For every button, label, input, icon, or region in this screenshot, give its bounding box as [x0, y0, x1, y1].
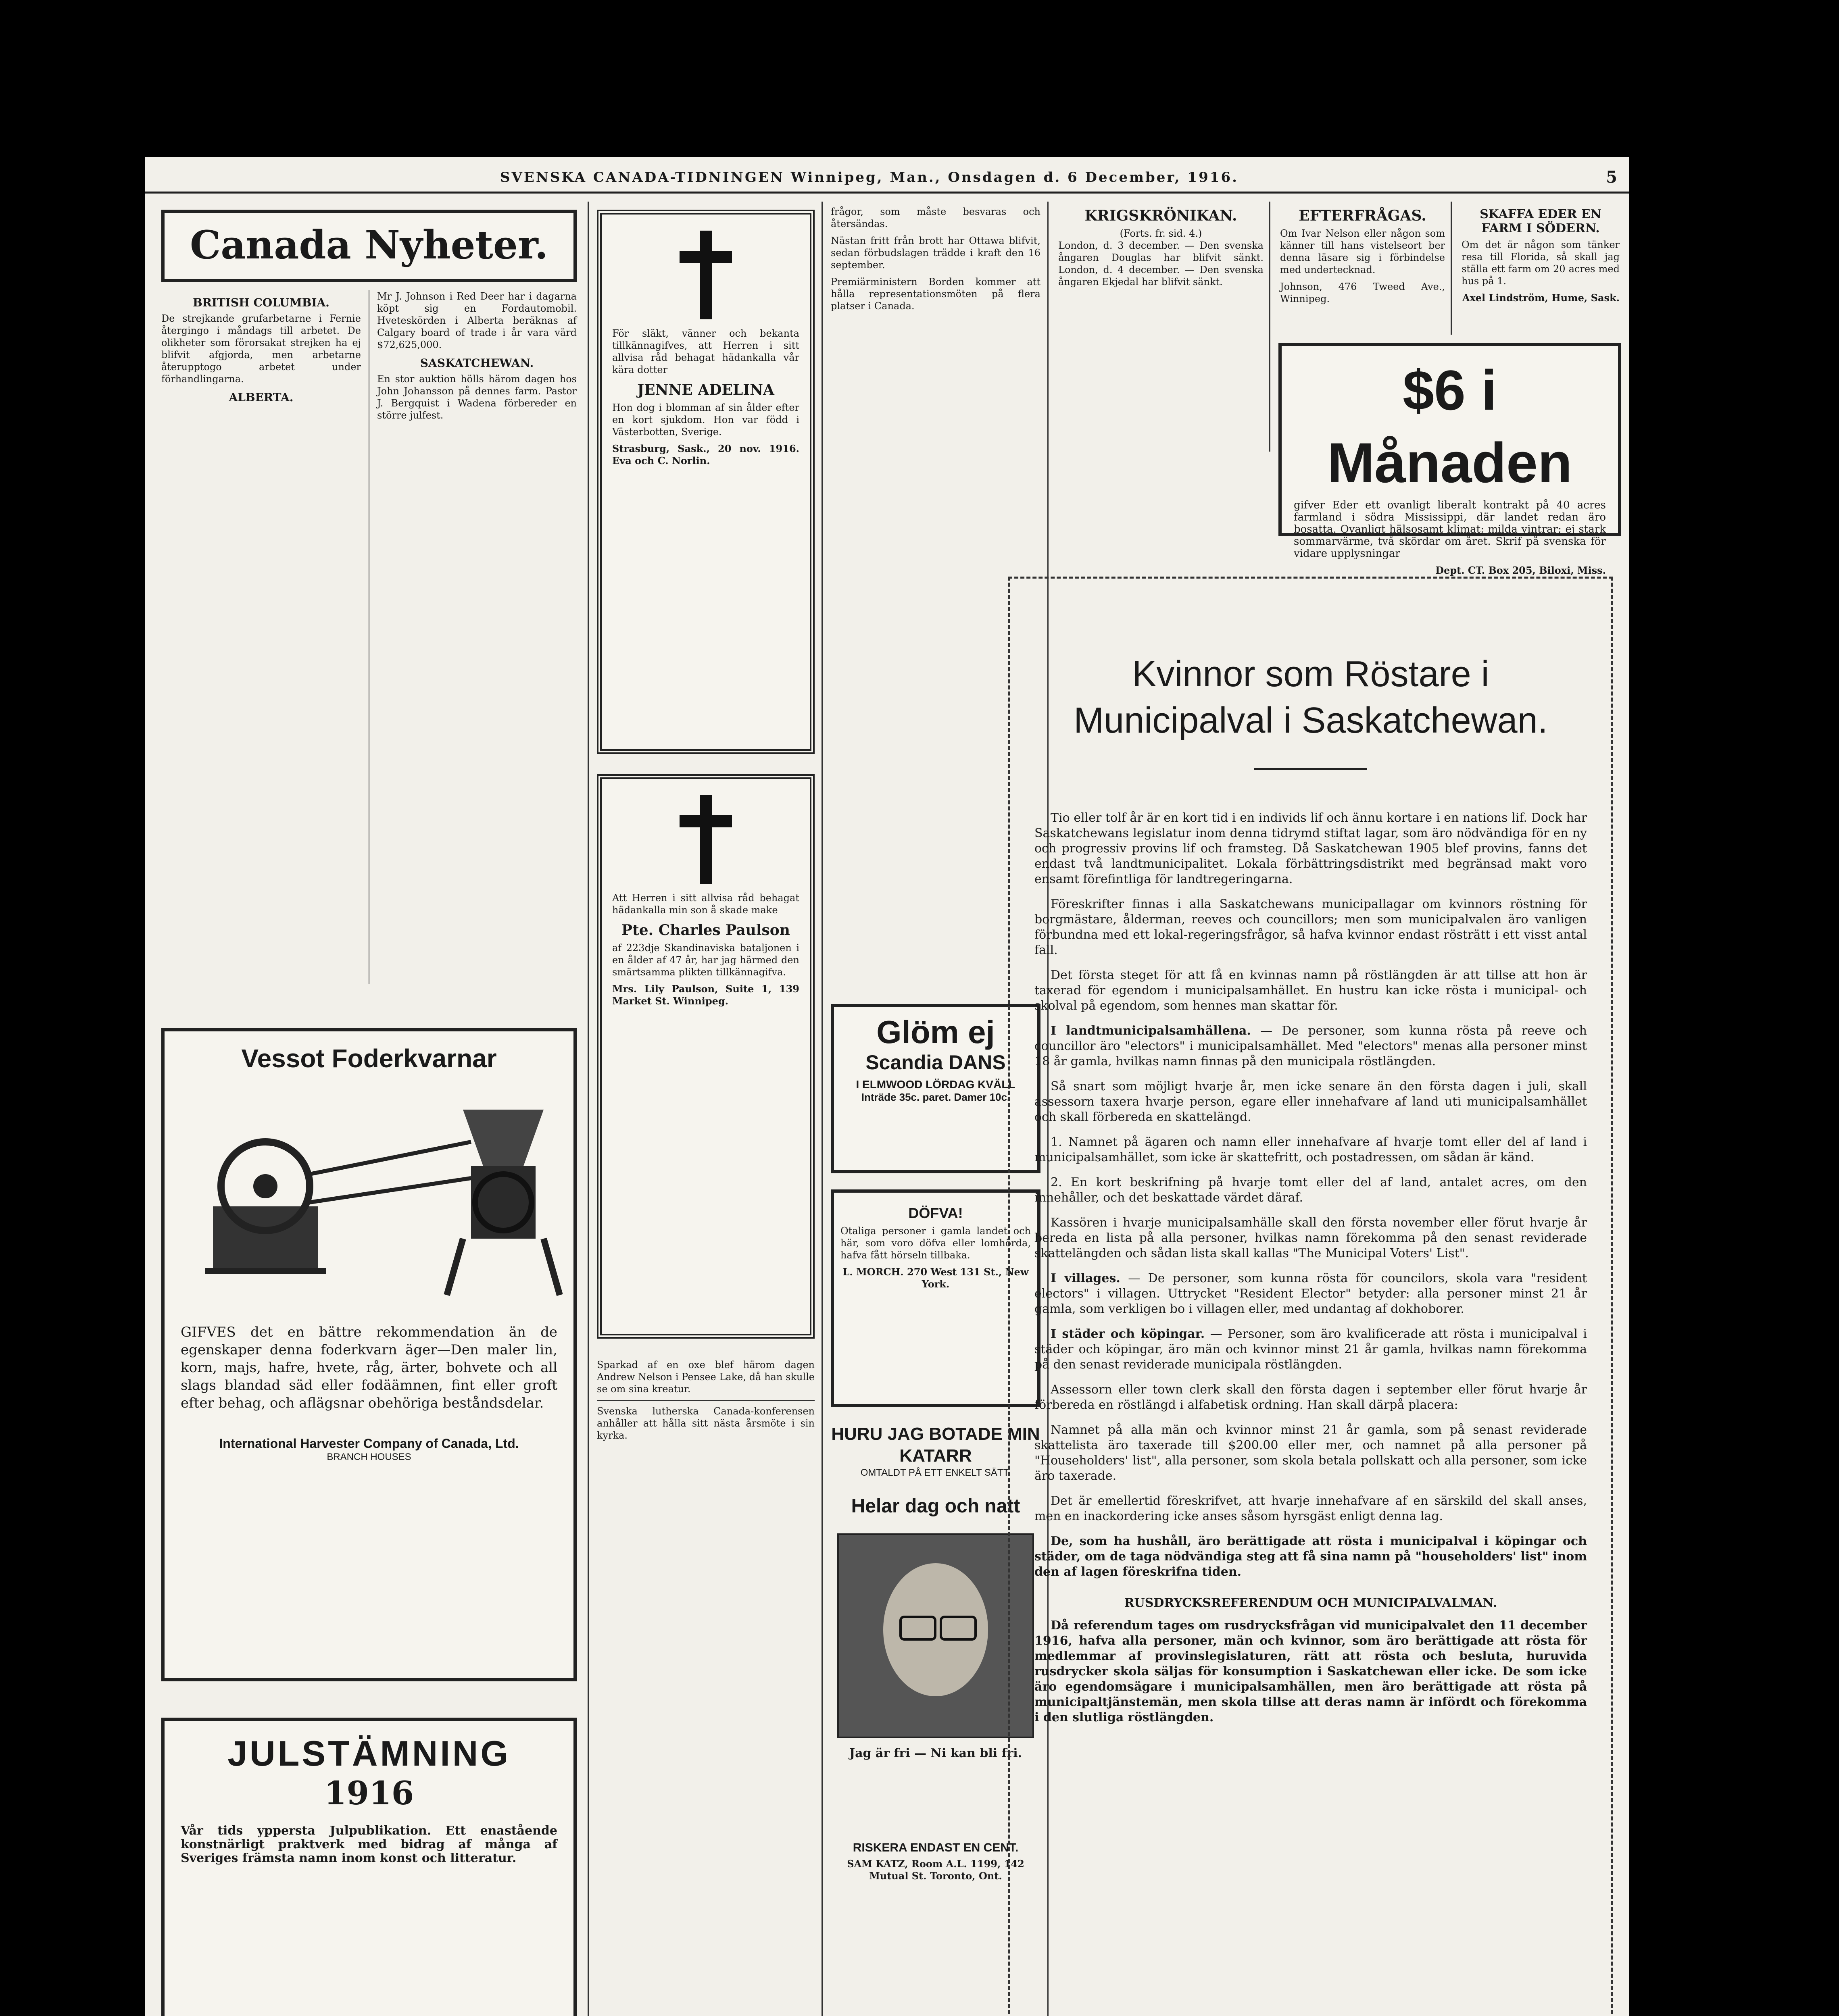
obituary-name: Pte. Charles Paulson — [621, 922, 790, 939]
julstamning-year: 1916 — [324, 1774, 414, 1812]
efterfragas-text: Om Ivar Nelson eller någon som känner till hans vistelseort ber denna läsare sig i förbindelse med undertecknad. — [1280, 228, 1445, 275]
news-text: En stor auktion hölls härom dagen hos John Johansson på dennes farm. Pastor J. Bergquist i Wadena förbereder en större julfest. — [377, 373, 577, 421]
news-text: Svenska lutherska Canada-konferensen anhåller att hålla sitt nästa årsmöte i sin kyrka. — [597, 1406, 815, 1441]
six-dollar-ad — [1278, 343, 1621, 576]
news-text: Mr J. Johnson i Red Deer har i dagarna köpt sig en Fordautomobil. Hveteskörden i Alberta beräknas af Calgary board of trade i år vara värd $72,625,000. — [377, 291, 577, 350]
news-section-sask — [377, 356, 577, 421]
article-paragraph: Föreskrifter finnas i alla Saskatchewans municipallagar om kvinnors röstning för borgmästare, ålderman, reeves och councillors; men som municipalvalen äro vanligen förbundna med ett lokal-regeringsfrågor, så hafva kvinnor endast rösträtt i ett visst antal fall. — [1034, 897, 1587, 957]
article-subhead: I städer och köpingar. — [1051, 1327, 1205, 1341]
skaffa-farm — [1456, 202, 1625, 335]
obituary-name: JENNE ADELINA — [637, 381, 774, 398]
glom-ej-venue: I ELMWOOD LÖRDAG KVÄLL — [856, 1078, 1015, 1091]
vessot-title: Vessot Foderkvarnar — [241, 1044, 497, 1073]
article-paragraph — [1034, 1023, 1587, 1069]
skaffa-farm-title: SKAFFA EDER EN FARM I SÖDERN. — [1480, 207, 1601, 235]
feed-mill-drawing — [181, 1085, 584, 1311]
glom-ej-price: Inträde 35c. paret. Damer 10c. — [861, 1091, 1010, 1103]
news-text: Sparkad af en oxe blef härom dagen Andrew Nelson i Pensee Lake, då han skulle se om sina kreatur. — [597, 1359, 815, 1395]
six-dollar-title: $6 i Månaden — [1327, 358, 1572, 494]
julstamning-title: JULSTÄMNING — [227, 1733, 511, 1773]
headline-rule — [1254, 768, 1367, 770]
news-section-bc — [161, 296, 361, 385]
krigskronikan-title: KRIGSKRÖNIKAN. — [1084, 207, 1237, 224]
katarr-heading: Helar dag och natt — [851, 1495, 1020, 1517]
katarr-caption: Jag är fri — Ni kan bli fri. — [849, 1746, 1022, 1760]
article-text: — De personer, som kunna rösta på reeve och councillor äro "electors" i municipalsamhället. Med "electors" menas alla personer minst 18 år gamla, hvilkas namn finnas på den municipala röstlängden. — [1034, 1024, 1587, 1068]
dofva-address: L. MORCH. 270 West 131 St., New York. — [842, 1266, 1029, 1290]
newspaper-page — [145, 157, 1629, 2016]
column-1 — [153, 202, 589, 2016]
portrait-photo — [837, 1533, 1034, 1738]
article-paragraph: 1. Namnet på ägaren och namn eller innehafvare af hvarje tomt eller del af land i municipalsamhället, som icke är skattefritt, och postadressen, om sådan är känd. — [1034, 1135, 1587, 1164]
julstamning-text: Vår tids yppersta Julpublikation. Ett enastående konstnärligt praktverk med bidrag af många af Sveriges främsta namn inom konst och litteratur. — [181, 1824, 557, 1865]
article-text: — Personer, som äro kvalificerade att rösta i municipalval i städer och köpingar, äro män och kvinnor minst 21 år gamla, hvilkas namn förekomma på den senast reviderade municipala röstlängden. — [1034, 1327, 1587, 1372]
article-paragraph: Namnet på alla män och kvinnor minst 21 år gamla, som på senast reviderade skattelista äro taxerade till $200.00 eller mer, och namnet på alla personer på "Householders' list", alla personer, som skola betala pollskatt och alla personer, som icke äro taxerade. — [1034, 1423, 1587, 1483]
news-text: Premiärministern Borden kommer att hålla representationsmöten på flera platser i Canada. — [831, 276, 1040, 312]
glom-ej-title: Glöm ej — [876, 1014, 995, 1050]
six-dollar-text: gifver Eder ett ovanligt liberalt kontrakt på 40 acres farmland i södra Mississippi, där landet redan äro bosatta. Ovanligt hälsosamt klimat; milda vintrar; ej stark sommarvärme, två skördar om året. Skrif på svenska för vidare upplysningar — [1294, 499, 1606, 560]
article-paragraph: Tio eller tolf år är en kort tid i en individs lif och ännu kortare i en nations lif. Dock har Saskatchewans legislatur inom denna tidrymd stiftat lagar, som äro nödvändiga för en ny och progressiv provins lif och framsteg. Då Saskatchewan 1905 blef provins, fanns det endast två landtmunicipalitet. Lokala förbättringsdistrikt med begränsad makt voro ensamt förefintliga för landtregeringarna. — [1034, 811, 1587, 886]
cross-icon — [680, 231, 732, 319]
news-text: De strejkande grufarbetarne i Fernie återgingo i måndags till arbetet. De olikheter som förorsakat strejken ha ej blifvit afgjorda, men arbetarne återupptogo arbetet under förhandlingarna. — [161, 313, 361, 385]
cross-icon — [680, 795, 732, 884]
article-paragraph: Så snart som möjligt hvarje år, men icke senare än den första dagen i juli, skall assessorn taxera hvarje person, egare eller innehafvare af land uti municipalsamhället och skall förbereda en skattelängd. — [1034, 1079, 1587, 1124]
vessot-company: International Harvester Company of Canada, Ltd. — [219, 1436, 519, 1451]
article-subhead: I landtmunicipalsamhällena. — [1051, 1024, 1251, 1038]
krigskronikan-text: London, d. 3 december. — Den svenska ångaren Douglas har blifvit sänkt. London, d. 4 december. — Den svenska ångaren Ekjedal har blifvit sänkt. — [1058, 240, 1264, 287]
article-headline: Kvinnor som Röstare i Municipalval i Saskatchewan. — [1074, 654, 1548, 741]
obituary-paulson — [597, 774, 815, 1339]
news-heading: BRITISH COLUMBIA. — [193, 296, 329, 309]
canada-nyheter-title: Canada Nyheter. — [190, 222, 548, 268]
canada-nyheter-box — [161, 210, 577, 282]
article-paragraph: 2. En kort beskrifning på hvarje tomt eller del af land, antalet acres, om den innehåller, och det beskattade värdet däraf. — [1034, 1175, 1587, 1205]
article-paragraph: Det är emellertid föreskrifvet, att hvarje innehafvare af en särskild del skall anses, men en inackordering icke anses såsom hyrsgäst enligt denna lag. — [1034, 1494, 1587, 1523]
obituary-verse: Att Herren i sitt allvisa råd behagat hädankalla min son å skade make — [612, 892, 799, 916]
canada-nyheter-columns — [161, 290, 577, 984]
article-paragraph: De, som ha hushåll, äro berättigade att rösta i municipalval i köpingar och städer, om de taga nödvändiga steg att få sina namn på "householders' list" inom den af lagen föreskrifna tiden. — [1034, 1534, 1587, 1579]
katarr-subtitle: OMTALDT PÅ ETT ENKELT SÄTT. — [860, 1467, 1011, 1478]
article-paragraph: Kassören i hvarje municipalsamhälle skall den första november eller förut hvarje år bereda en lista på alla personer, hvilkas namn förekomma på den senast reviderade skattelängden och sådan lista skall kallas "The Municipal Voters' List". — [1034, 1216, 1587, 1260]
column-2-news — [597, 1359, 815, 2016]
article-subhead: I villages. — [1051, 1271, 1120, 1285]
obituary-verse: För släkt, vänner och bekanta tillkännagifves, att Herren i sitt allvisa råd behagat hädankalla vår kära dotter — [612, 328, 799, 375]
dofva-title: DÖFVA! — [908, 1205, 963, 1221]
obituary-signature: Mrs. Lily Paulson, Suite 1, 139 Market St. Winnipeg. — [612, 983, 799, 1007]
julstamning-ad — [161, 1718, 577, 2016]
article-subhead: RUSDRYCKSREFERENDUM OCH MUNICIPALVALMAN. — [1124, 1596, 1497, 1610]
krigskronikan-note: (Forts. fr. sid. 4.) — [1120, 228, 1202, 239]
efterfragas-signature: Johnson, 476 Tweed Ave., Winnipeg. — [1280, 281, 1445, 304]
feed-mill-illustration — [181, 1085, 584, 1311]
page-header — [145, 157, 1629, 194]
six-dollar-address: Dept. CT. Box 205, Biloxi, Miss. — [1435, 564, 1606, 576]
news-heading: ALBERTA. — [229, 391, 294, 404]
obituary-text: af 223dje Skandinaviska bataljonen i en ålder af 47 år, har jag härmed den smärtsamma plikten tillkännagifva. — [612, 942, 799, 978]
krigskronikan — [1053, 202, 1270, 452]
column-2 — [593, 202, 823, 2016]
skaffa-farm-signature: Axel Lindström, Hume, Sask. — [1462, 292, 1620, 304]
efterfragas — [1274, 202, 1452, 335]
running-title: SVENSKA CANADA-TIDNINGEN Winnipeg, Man., Onsdagen d. 6 December, 1916. — [500, 169, 1239, 185]
article-text: — De personer, som kunna rösta för councilors, skola vara "resident electors" i villagen. Uttrycket "Resident Elector" betyder: alla personer minst 21 år gamla, som verkligen bo i villagen eller, med undantag af dokhoborer. — [1034, 1271, 1587, 1316]
article-paragraph: Assessorn eller town clerk skall den första dagen i september eller förut hvarje år förbereda en röstlängd i alfabetisk ordning. Han skall därpå placera: — [1034, 1383, 1587, 1412]
obituary-signature: Strasburg, Sask., 20 nov. 1916. Eva och C. Norlin. — [612, 443, 799, 467]
main-article — [1008, 577, 1613, 2016]
obituary-jenne — [597, 210, 815, 754]
divider — [597, 1400, 815, 1401]
news-heading: SASKATCHEWAN. — [420, 356, 534, 370]
skaffa-farm-text: Om det är någon som tänker resa till Florida, så skall jag ställa ett farm om 20 acres med hus på 1. — [1462, 239, 1620, 287]
efterfragas-title: EFTERFRÅGAS. — [1299, 207, 1426, 224]
katarr-title: HURU JAG BOTADE MIN KATARR — [831, 1424, 1040, 1466]
katarr-cta: RISKERA ENDAST EN CENT. — [853, 1841, 1019, 1854]
dofva-text: Otaliga personer i gamla landet och här, som voro döfva eller lomhörda, hafva fått hörseln tillbaka. — [840, 1225, 1031, 1261]
katarr-address: SAM KATZ, Room A.L. 1199, 142 Mutual St. Toronto, Ont. — [847, 1858, 1024, 1882]
article-paragraph — [1034, 1271, 1587, 1317]
vessot-text: GIFVES det en bättre rekommendation än de egenskaper denna foderkvarn äger—Den maler lin, korn, majs, hafre, hvete, råg, ärter, bohvete och all slags blandad säd eller fodäämnen, fint eller groft efter behag, och aflägsnar obehöriga beståndsdelar. — [181, 1324, 557, 1411]
vessot-branch: BRANCH HOUSES — [327, 1452, 411, 1462]
article-paragraph — [1034, 1327, 1587, 1372]
article-paragraph: Det första steget för att få en kvinnas namn på röstlängden är att tillse att hon är taxerad för egendom i municipalsamhället. En hustru kan icke rösta i municipal- och skolval på egendom, som hennes man skattar för. — [1034, 968, 1587, 1013]
vessot-ad — [161, 1028, 577, 1681]
page-number: 5 — [1606, 168, 1617, 187]
obituary-text: Hon dog i blomman af sin ålder efter en kort sjukdom. Hon var född i Västerbotten, Sverige. — [612, 402, 799, 437]
article-paragraph: Då referendum tages om rusdrycksfrågan vid municipalvalet den 11 december 1916, hafva alla personer, män och kvinnor, som äro berättigade att rösta för medlemmar af provinslegislaturen, rätt att rösta och besluta, huruvida rusdrycker skola säljas för konsumption i Saskatchewan eller icke. De som icke äro egendomsägare i municipalsamhällen, men äro berättigade att rösta på municipaltjänstemän, men skola tillse att deras namn är infördt och förekomma i den slutliga röstlängden. — [1034, 1618, 1587, 1724]
news-text: Nästan fritt från brott har Ottawa blifvit, sedan förbudslagen trädde i kraft den 16 september. — [831, 235, 1040, 271]
news-text: frågor, som måste besvaras och återsändas. — [831, 206, 1040, 229]
glom-ej-subtitle: Scandia DANS — [865, 1051, 1006, 1074]
